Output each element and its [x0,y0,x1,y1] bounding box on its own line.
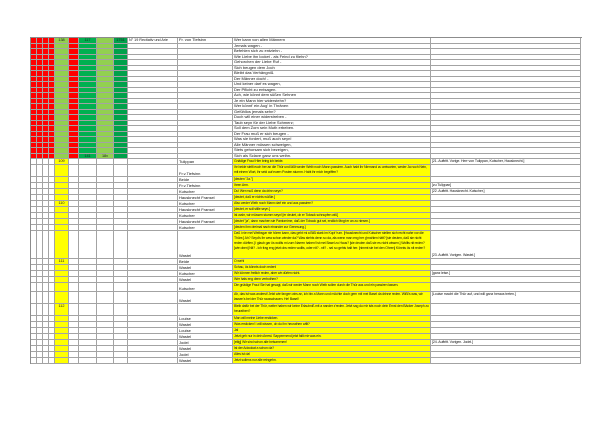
source-grid-cell[interactable] [114,283,128,292]
lyric-line-cell[interactable]: Doch will einer widerstreben - [233,115,431,121]
speaker-cell[interactable]: Fr.v.Tiefsinn [178,183,233,189]
work-number-cell[interactable] [128,358,178,364]
lyric-line-cell[interactable]: Wer kann von allen Männern [233,38,431,44]
page-number-strip-cell[interactable] [55,358,69,364]
speaker-cell[interactable]: Wastel [178,322,233,328]
lyric-line-cell[interactable]: Der Frau muß er sich beugen - [233,132,431,138]
speaker-cell[interactable]: Kutscher [178,201,233,207]
speaker-cell[interactable]: Kutscher [178,283,233,292]
lyric-line-cell[interactable]: Der Männer doch! - [233,77,431,83]
dialog-text-cell[interactable]: Man will meine Liebe ersticken. [233,316,431,322]
lyric-line-cell[interactable]: Was sie fordert, muß auch seyn! [233,137,431,143]
dialog-text-cell[interactable]: Gnädige Frau! Hier bring ich beide. [233,159,431,165]
dialog-text-cell[interactable]: [eilig] Wir sind schon alle beisammen! [233,340,431,346]
source-grid-cell[interactable] [79,283,97,292]
work-number-cell[interactable] [128,165,178,177]
stage-note-cell[interactable] [431,165,581,177]
speaker-cell[interactable]: Jodel [178,352,233,358]
lyric-line-cell[interactable]: Taub seyn für der Liebe Schmerz; [233,121,431,127]
speaker-cell[interactable]: Kutscher [178,213,233,219]
source-grid-cell[interactable] [97,165,114,177]
speaker-cell[interactable]: Wastel [178,334,233,340]
speaker-cell[interactable]: Kutscher [178,271,233,277]
lyric-line-cell[interactable]: Gefühllos jemals sehn? [233,110,431,116]
page-number-strip-cell[interactable] [55,231,69,259]
libretto-comparison-spreadsheet [30,37,582,364]
table-row [31,165,582,177]
page-number-strip-cell[interactable] [55,292,69,304]
page-number-strip-cell[interactable] [55,283,69,292]
dialog-text-cell[interactable]: Also weder Weib noch Mann darf ein und aus passiren? [233,201,431,207]
source-grid-cell[interactable]: 138 [55,38,69,44]
speaker-cell[interactable]: Wastel [178,346,233,352]
source-grid-cell[interactable] [114,304,128,316]
table-row [31,292,582,304]
lyric-line-cell[interactable]: Wie Liebe ihn locket - als Feind zu fliehn? [233,55,431,61]
work-number-cell[interactable] [128,292,178,304]
stage-note-cell[interactable]: [zu Tulippan] [431,183,581,189]
stage-note-cell[interactable] [431,358,581,364]
lyric-line-cell[interactable]: Jemals wagen - [233,44,431,50]
source-grid-cell[interactable] [114,358,128,364]
speaker-cell[interactable]: Tulippan [178,159,233,165]
speaker-cell[interactable]: Beide [178,259,233,265]
source-grid-cell[interactable] [79,231,97,259]
lyric-line-cell[interactable]: Stets gehorsam sich bezeigen, [233,148,431,154]
dialog-text-cell[interactable]: [deutet, er soll stille seyn.] [233,207,431,213]
dialog-text-cell[interactable]: Schau, ös könnts doch reden! [233,265,431,271]
work-number-cell[interactable]: N° 19 Recitativ und Arie [128,38,178,44]
dialog-text-cell[interactable]: Jetzt geh nur in dein Arrest. Sappermend jetzt fallt mir was ein. [233,334,431,340]
dialog-text-cell[interactable]: Was ersticken! I will wissen, ob du ihn heurathen willt? [233,322,431,328]
source-grid-cell[interactable] [114,292,128,304]
speaker-cell[interactable]: Hausknecht Fransel [178,195,233,201]
speaker-cell[interactable]: Wastel [178,292,233,304]
dialog-text-cell[interactable]: Wir können freilich reden, aber wir dürfen nicht. [233,271,431,277]
source-grid-cell[interactable] [69,358,79,364]
lyric-line-cell[interactable]: Gehorchen der Liebe Ruf - [233,60,431,66]
lyric-line-cell[interactable]: Soll dem Zorn sein Muth erbeben. [233,126,431,132]
source-grid-cell[interactable]: 117 [79,38,97,44]
dialog-text-cell[interactable]: Bleib dafür bei der Thür, weiter haben wir keine Erlaubniß mit a nander z'reden. Jetzt sag du mir ists noch dein Ernst den Bäcker Joseph zu heurathen? [233,304,431,316]
speaker-cell[interactable]: Louise [178,316,233,322]
dialog-text-cell[interactable]: Jetzt sollens nur alle reingehn. [233,358,431,364]
speaker-cell[interactable]: Hausknecht Fransel [178,207,233,213]
dialog-text-cell[interactable]: Ist wahr, wir müssen stumm seyn! [er deutet, ob er Toback schnupfen will.] [233,213,431,219]
lyric-line-cell[interactable]: Je ein Mann hier widerstehn? [233,99,431,105]
source-grid-cell[interactable]: 1751 [114,38,128,44]
source-grid-cell[interactable] [69,304,79,316]
source-grid-cell[interactable] [97,358,114,364]
stage-note-cell[interactable]: [ganz leise.] [431,271,581,277]
dialog-text-cell[interactable]: Wer hats eng denn verbothen? [233,277,431,283]
table-row [31,283,582,292]
lyric-line-cell[interactable]: Sich als Sclave ganz uns weihn. [233,154,431,160]
stage-note-cell[interactable] [431,304,581,316]
page-number-strip-cell[interactable] [55,165,69,177]
lyric-line-cell[interactable]: Befehlen sich zu entziehn - [233,49,431,55]
speaker-cell[interactable]: Wastel [178,277,233,283]
source-grid-cell[interactable]: 141 [79,154,97,160]
source-grid-cell[interactable] [69,231,79,259]
dialog-text-cell[interactable]: O weh! [233,259,431,265]
stage-note-cell[interactable]: [22. Auftritt. Hausknecht. Kutscher.] [431,189,581,195]
source-grid-cell[interactable] [114,231,128,259]
source-grid-cell[interactable] [79,165,97,177]
page-number-strip-cell[interactable]: 109 [55,159,69,165]
lyric-line-cell[interactable]: Bleibt das Verhängniß. [233,71,431,77]
speaker-cell[interactable]: Jodel [178,340,233,346]
source-grid-cell[interactable] [79,304,97,316]
source-grid-cell[interactable] [69,165,79,177]
stage-note-cell[interactable]: [23. Auftritt. Vorigen. Wastel.] [431,231,581,259]
page-number-strip-cell[interactable]: 111 [55,259,69,265]
work-number-cell[interactable] [128,283,178,292]
table-row [31,358,582,364]
source-grid-cell[interactable] [69,283,79,292]
dialog-text-cell[interactable]: Ihren Arm. [233,183,431,189]
source-grid-cell[interactable] [69,292,79,304]
stage-note-cell[interactable]: [Louise macht die Thür auf, und will ganz heraus treten.] [431,292,581,304]
speaker-cell[interactable]: Kutscher [178,189,233,195]
speaker-cell[interactable]: Fr.v.Tiefsinn [178,165,233,177]
work-number-cell[interactable] [128,304,178,316]
stage-note-cell[interactable]: [21. Auftritt. Vorige. Herr von Tulippan, Kutscher, Hausknecht.] [431,159,581,165]
lyric-line-cell[interactable]: Und keiner darf es wagen, [233,82,431,88]
dialog-text-cell[interactable]: Ihr beide stellt euch her an die Thür und läßt weder Weib noch Mann passiren. Auch habt ihr Niemand zu antworten, weder Ja noch Nein, mit einem Wort, ihr seid auf euern Posten stumm. Habt ihr mich begriffen? [233,165,431,177]
page-number-strip-cell[interactable]: 112 [55,304,69,316]
stage-note-cell[interactable] [431,283,581,292]
lyric-line-cell[interactable]: Sich beugen dem Joch [233,66,431,72]
lyric-line-cell[interactable]: Ach, wie könnt dem süßen Sehnen [233,93,431,99]
dialog-text-cell[interactable]: Du! Wer muß denn da drinn seyn? [233,189,431,195]
table-row [31,304,582,316]
speaker-cell[interactable]: Wastel [178,358,233,364]
source-grid-cell[interactable] [114,165,128,177]
speaker-cell[interactable]: Hausknecht Fransel [178,219,233,225]
speaker-cell[interactable]: Beide [178,177,233,183]
dialog-text-cell[interactable]: Ist der Adwokat a schon da? [233,346,431,352]
dialog-text-cell[interactable]: Die gnädige Frau! Sie hat gesagt, daß wir weder Mann noch Weib sollen durch die Thür aus und ein passiren lassen. [233,283,431,292]
speaker-cell[interactable] [178,304,233,316]
speaker-cell[interactable]: Kutscher [178,225,233,231]
lyric-line-cell[interactable]: Wer könnt' ein Aug' in Thränen [233,104,431,110]
dialog-text-cell[interactable]: [deutet "ja", dann machen sie Pantomime, daß der Toback gut sei, endlich fängt er an zu niesen.] [233,219,431,225]
dialog-text-cell[interactable]: Daß i nie mei Weibsgar nie hören kann, das geht mi a Bißl stark im Kopf 'rum. [Hausknecht und Kutscher stellen sich recht nahe vor die Thüre.] Ah? Seyd's ihr wea schon wieder da? Was stehts denn so da, als wenn man eng her g'mahlen hätt? [sie deuten, daß sie nicht reden dürften.] I glaub gar ös wollts mi zum Narren haben! Ist mei Basel zu Haus? [sie deuten daß sie es nicht wissen.] Wollts nit reden? [wie oben] Nit? - Ich frag eng jetzt obs reden wollts, oder nit? - nit? - na! so gehts halt her. [nimmt sie bei den Ohren] Könnts ös nit reden? [233,231,431,259]
dialog-text-cell[interactable]: [deuten ihm dreimal nach einander zur Genesung.] [233,225,431,231]
source-grid-cell[interactable] [97,283,114,292]
source-grid-cell[interactable] [97,231,114,259]
source-grid-cell[interactable]: 18v [97,154,114,160]
speaker-cell[interactable]: Louise [178,328,233,334]
source-grid-cell[interactable] [97,304,114,316]
speaker-cell[interactable]: Wastel [178,265,233,271]
work-number-cell[interactable] [128,231,178,259]
dialog-text-cell[interactable]: Ja! [233,328,431,334]
source-grid-cell[interactable] [79,292,97,304]
dialog-text-cell[interactable]: [deutet, daß er nichts wüßte.] [233,195,431,201]
speaker-cell[interactable]: Wastel [178,231,233,259]
source-grid-cell[interactable] [79,358,97,364]
source-grid-cell[interactable] [97,292,114,304]
lyric-line-cell[interactable]: Alle Männer müssen schweigen, [233,143,431,149]
dialog-text-cell[interactable]: Alles ist da! [233,352,431,358]
lyric-line-cell[interactable]: Der Pflicht zu entsagen. [233,88,431,94]
page-number-strip-cell[interactable]: 110 [55,201,69,207]
stage-note-cell[interactable]: [24. Auftritt. Vorigen. Jodel.] [431,340,581,346]
dialog-text-cell[interactable]: [deuten "Ja."] [233,177,431,183]
singer-cell[interactable]: Fr. von Tiefsinn [178,38,233,44]
dialog-text-cell[interactable]: Ah, das ist was anderst! Jetzt wie fangen wirs an, ich bin a Mann und möchte doch gern mit mei Basel da drinne reden. Wißt's was, wir lassen's bei der Thür rausschauen. He! Basel! [233,292,431,304]
table-row [31,231,582,259]
